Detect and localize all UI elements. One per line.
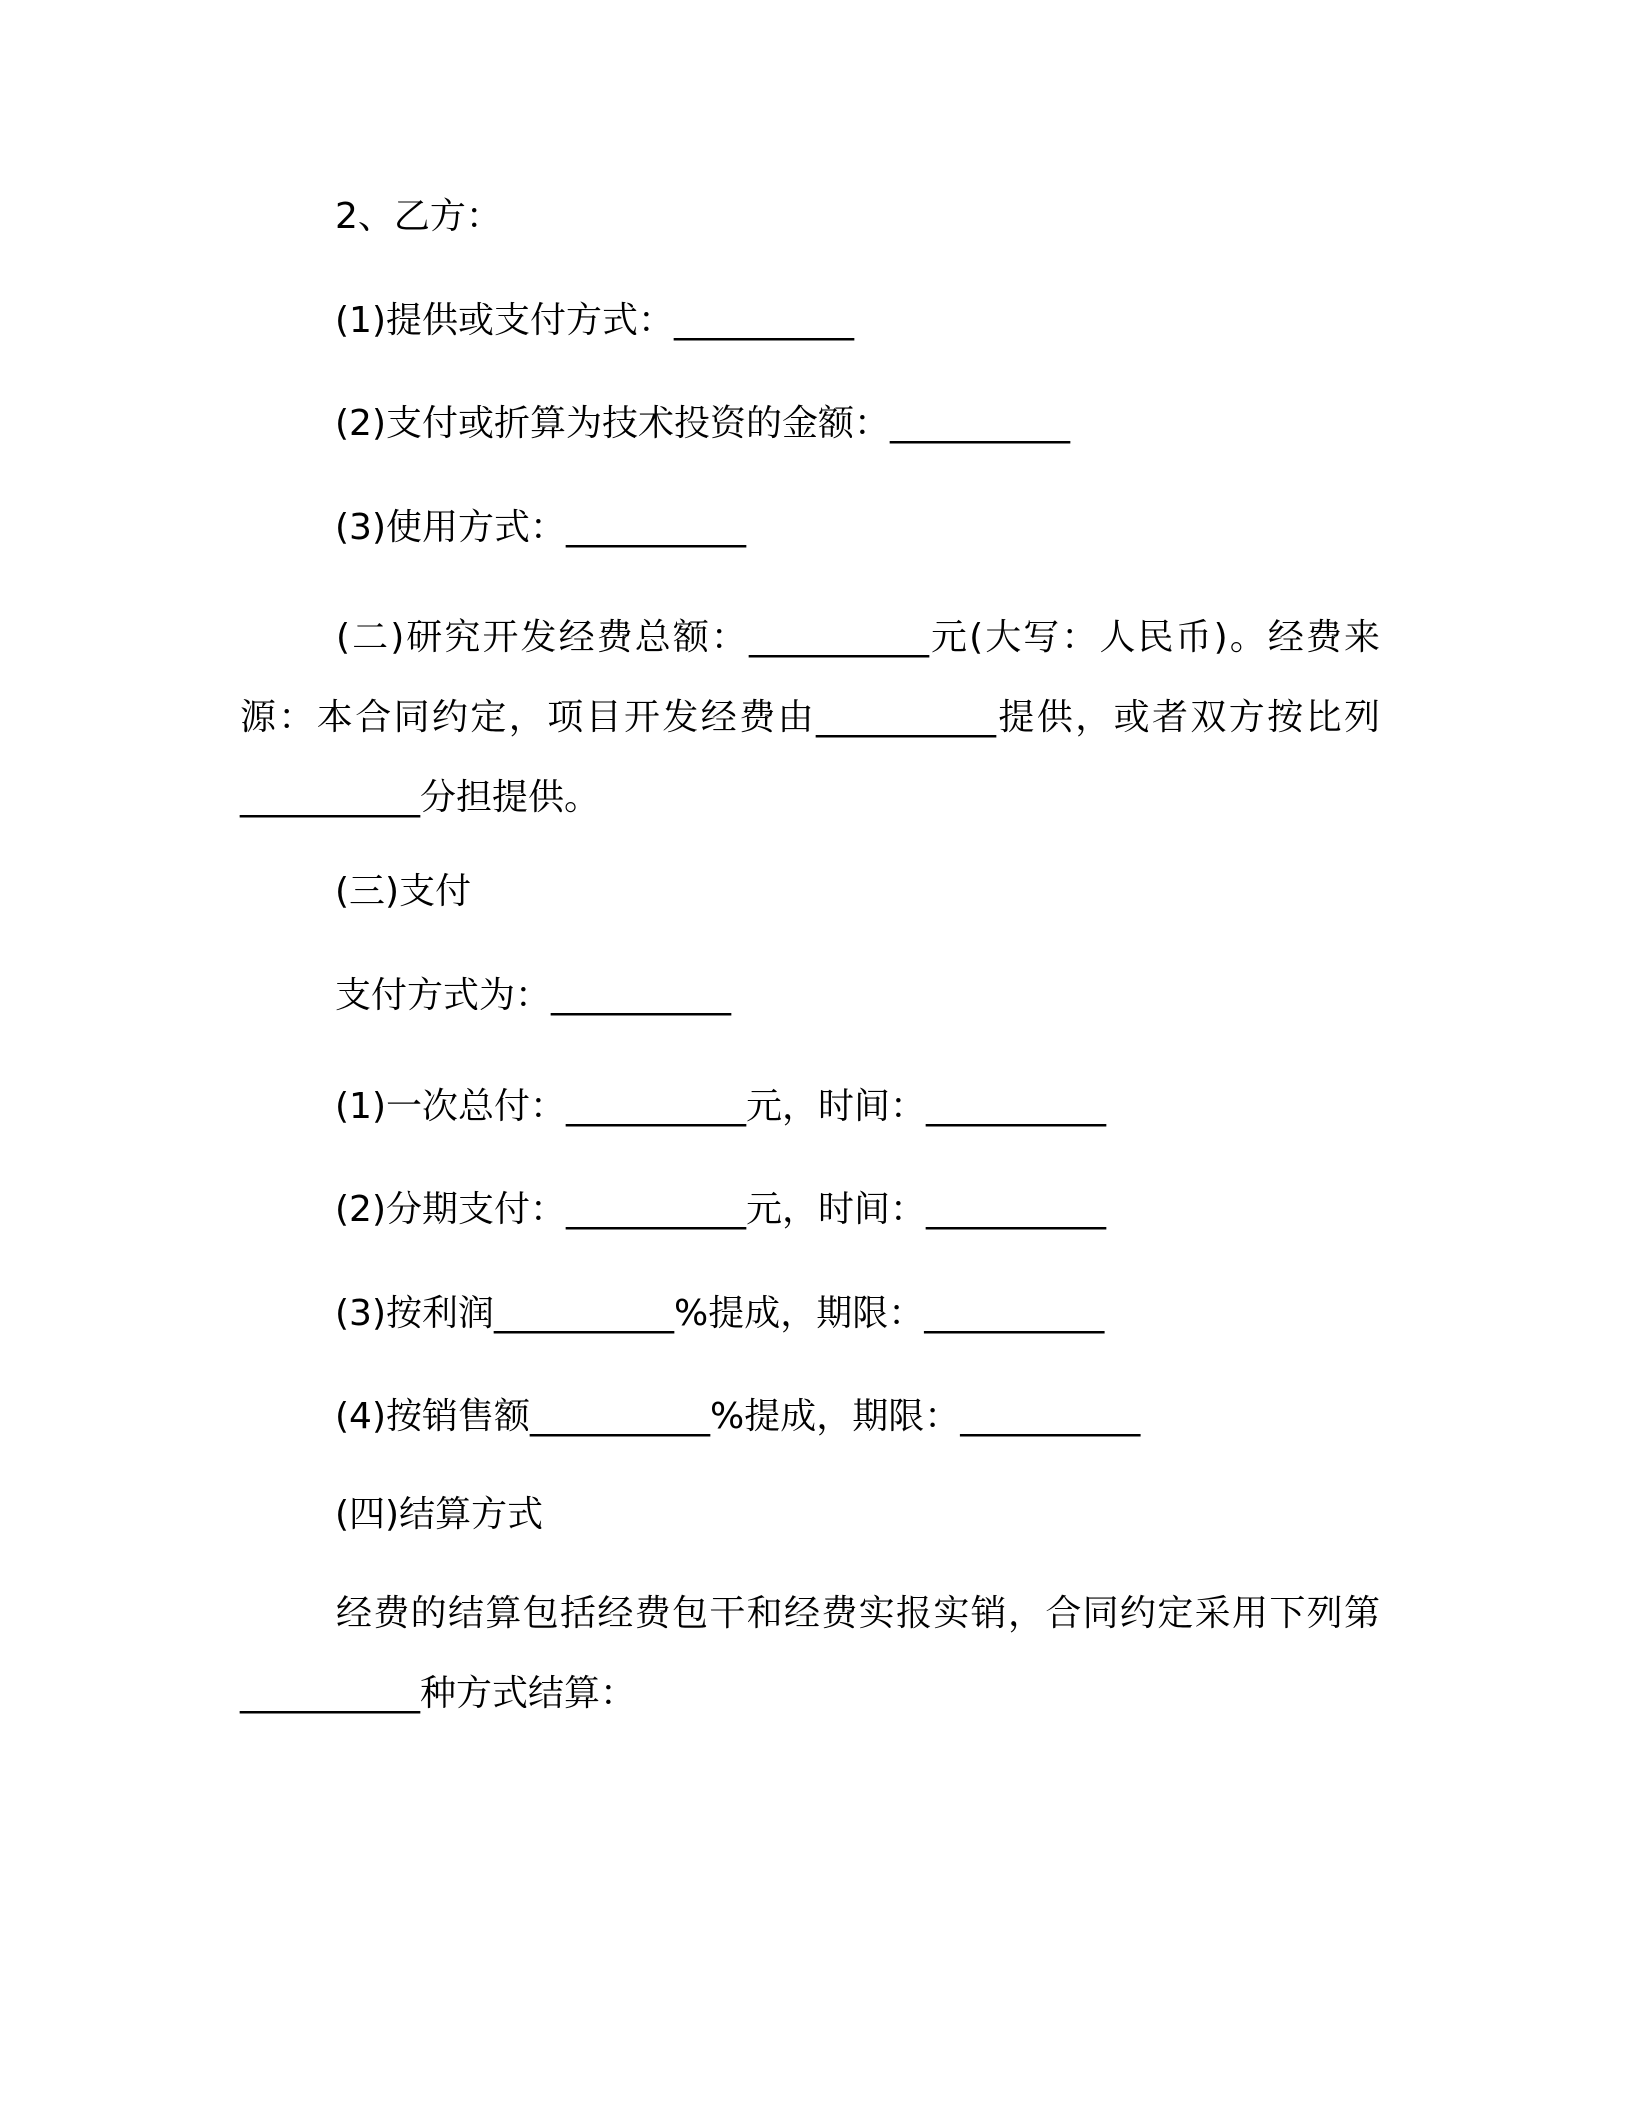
clause-payment-method: 支付方式为：__________: [335, 975, 732, 1016]
clause-provide-payment-method: (1)提供或支付方式：__________: [335, 300, 854, 341]
heading-payment: (三)支付: [335, 871, 472, 912]
section-party-b: 2、乙方：: [335, 196, 502, 237]
clause-investment-amount: (2)支付或折算为技术投资的金额：__________: [335, 403, 1070, 444]
clause-usage-method: (3)使用方式：__________: [335, 507, 746, 548]
clause-profit-share: (3)按利润__________%提成，期限：__________: [335, 1293, 1105, 1334]
clause-installments: (2)分期支付：__________元，时间：__________: [335, 1189, 1106, 1230]
paragraph-settlement: 经费的结算包括经费包干和经费实报实销，合同约定采用下列第__________种方式结算：: [240, 1593, 1380, 1714]
paragraph-rd-funding-total: (二)研究开发经费总额：__________元(大写：人民币)。经费来源：本合同约定，项目开发经费由__________提供，或者双方按比列__________分担提供。: [240, 617, 1380, 818]
heading-settlement-method: (四)结算方式: [335, 1494, 544, 1535]
clause-sales-share: (4)按销售额__________%提成，期限：__________: [335, 1396, 1141, 1437]
clause-lump-sum: (1)一次总付：__________元，时间：__________: [335, 1086, 1106, 1127]
